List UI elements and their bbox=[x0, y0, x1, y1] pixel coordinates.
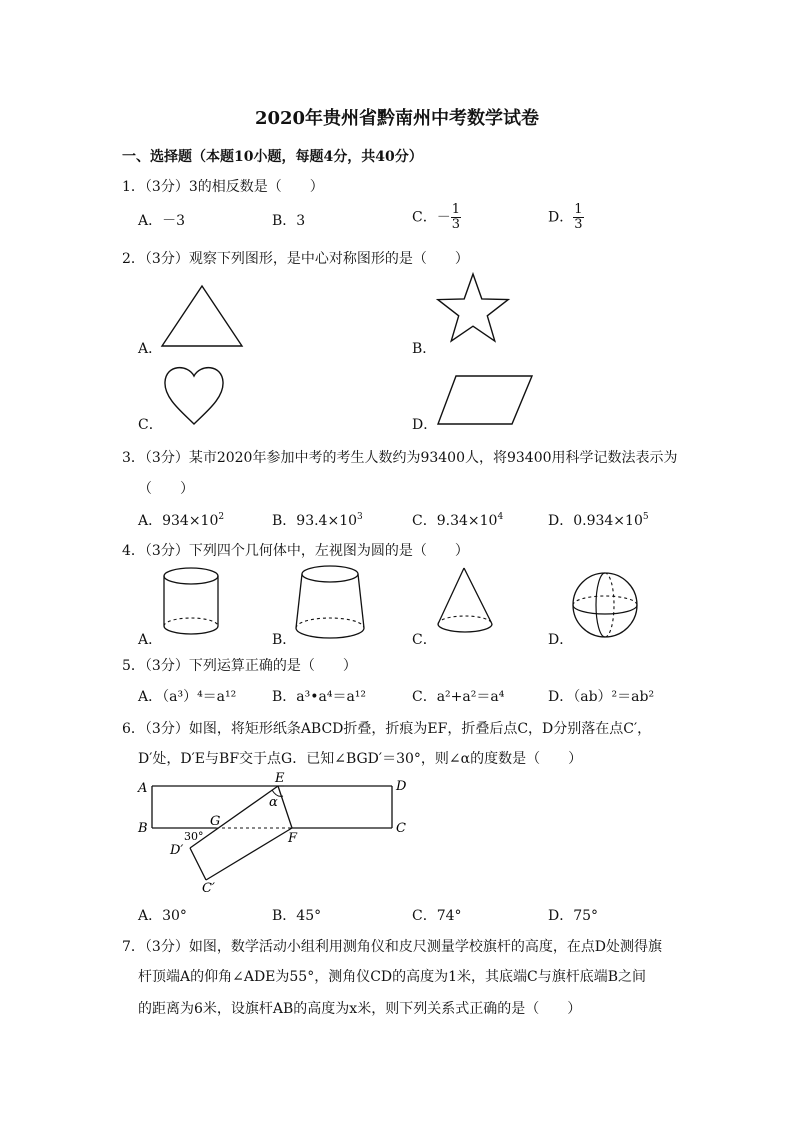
q2-option-d: D． bbox=[412, 417, 438, 433]
q1-option-c bbox=[412, 203, 461, 232]
q5-option-c: C．a²+a²＝a⁴ bbox=[412, 689, 505, 705]
q6-option-d: D．75° bbox=[548, 908, 599, 924]
q5-option-b: B．a³•a⁴＝a¹² bbox=[272, 689, 367, 705]
label-b: B bbox=[138, 821, 148, 836]
q1-c-numerator: 1 bbox=[451, 202, 460, 217]
q6-option-b: B．45° bbox=[272, 908, 322, 924]
folding-diagram bbox=[130, 768, 420, 898]
label-c: C bbox=[396, 821, 406, 836]
q4-option-b: B． bbox=[272, 632, 297, 648]
question-2-stem: 2．（3分）观察下列图形，是中心对称图形的是（ ） bbox=[122, 251, 469, 267]
question-6-stem-line1: 6．（3分）如图，将矩形纸条ABCD折叠，折痕为EF，折叠后点C，D分别落在点C′， bbox=[122, 721, 652, 737]
q3-b-base: B．93.4×10 bbox=[272, 513, 358, 529]
question-7-line2: 杆顶端A的仰角∠ADE为55°，测角仪CD的高度为1米，其底端C与旗杆底端B之间 bbox=[138, 969, 647, 985]
q3-b-exp: 3 bbox=[357, 512, 363, 522]
question-1-stem: 1．（3分）3的相反数是（ ） bbox=[122, 179, 324, 195]
q3-c-base: C．9.34×10 bbox=[412, 513, 498, 529]
q3-option-c bbox=[412, 510, 503, 530]
sphere-icon bbox=[570, 570, 642, 642]
q3-option-a bbox=[138, 510, 224, 530]
label-a: A bbox=[138, 781, 148, 796]
star-icon bbox=[436, 272, 516, 348]
q2-option-a: A． bbox=[138, 341, 163, 357]
q1-option-d bbox=[548, 203, 584, 232]
q2-option-b: B． bbox=[412, 341, 437, 357]
label-angle-30: 30° bbox=[184, 830, 204, 843]
q3-a-base: A．934×10 bbox=[138, 513, 219, 529]
q3-d-exp: 5 bbox=[642, 512, 649, 522]
question-3-stem-cont: （ ） bbox=[138, 481, 194, 497]
q1-option-b: B．3 bbox=[272, 213, 306, 229]
q4-option-a: A． bbox=[138, 632, 163, 648]
label-d-prime: D′ bbox=[170, 843, 184, 858]
q1-fraction-d bbox=[573, 203, 583, 232]
label-e: E bbox=[275, 771, 285, 786]
q4-option-d: D． bbox=[548, 632, 574, 648]
question-6-stem-line2: D′处，D′E与BF交于点G．已知∠BGD′＝30°，则∠α的度数是（ ） bbox=[138, 751, 583, 767]
question-3-stem: 3．（3分）某市2020年参加中考的考生人数约为93400人，将93400用科学记数法表示为 bbox=[122, 450, 678, 466]
q1-d-numerator: 1 bbox=[574, 202, 583, 217]
q5-option-a: A．（a³）⁴＝a¹² bbox=[138, 689, 237, 705]
label-g: G bbox=[210, 814, 221, 829]
q1-option-d-prefix: D． bbox=[548, 209, 574, 226]
label-alpha: α bbox=[269, 795, 278, 810]
q6-option-a: A．30° bbox=[138, 908, 187, 924]
label-c-prime: C′ bbox=[202, 881, 215, 896]
question-7-line3: 的距离为6米，设旗杆AB的高度为x米，则下列关系式正确的是（ ） bbox=[138, 1001, 582, 1017]
q4-option-c: C． bbox=[412, 632, 437, 648]
q3-option-b bbox=[272, 510, 363, 530]
label-f: F bbox=[288, 831, 298, 846]
q3-d-base: D．0.934×10 bbox=[548, 513, 643, 529]
frustum-icon bbox=[294, 564, 368, 642]
q1-option-a: A．－3 bbox=[138, 213, 186, 229]
q6-option-c: C．74° bbox=[412, 908, 462, 924]
question-4-stem: 4．（3分）下列四个几何体中，左视图为圆的是（ ） bbox=[122, 543, 469, 559]
question-7-line1: 7．（3分）如图，数学活动小组利用测角仪和皮尺测量学校旗杆的高度，在点D处测得旗 bbox=[122, 939, 663, 955]
parallelogram-icon bbox=[436, 374, 536, 428]
q3-c-exp: 4 bbox=[497, 512, 504, 522]
q1-fraction-c bbox=[451, 203, 461, 232]
heart-icon bbox=[162, 362, 230, 428]
cone-icon bbox=[434, 566, 498, 638]
q1-option-c-prefix: C．－ bbox=[412, 209, 451, 226]
triangle-icon bbox=[160, 284, 250, 348]
cylinder-icon bbox=[160, 566, 224, 640]
q1-d-denominator: 3 bbox=[574, 217, 583, 232]
section-heading: 一、选择题（本题10小题，每题4分，共40分） bbox=[122, 149, 423, 165]
page-title: 2020年贵州省黔南州中考数学试卷 bbox=[254, 108, 540, 129]
label-d: D bbox=[396, 779, 407, 794]
q2-option-c: C． bbox=[138, 417, 163, 433]
q5-option-d: D．（ab）²＝ab² bbox=[548, 689, 655, 705]
q1-c-denominator: 3 bbox=[451, 217, 460, 232]
q3-option-d bbox=[548, 510, 649, 530]
question-5-stem: 5．（3分）下列运算正确的是（ ） bbox=[122, 658, 357, 674]
q3-a-exp: 2 bbox=[218, 512, 225, 522]
